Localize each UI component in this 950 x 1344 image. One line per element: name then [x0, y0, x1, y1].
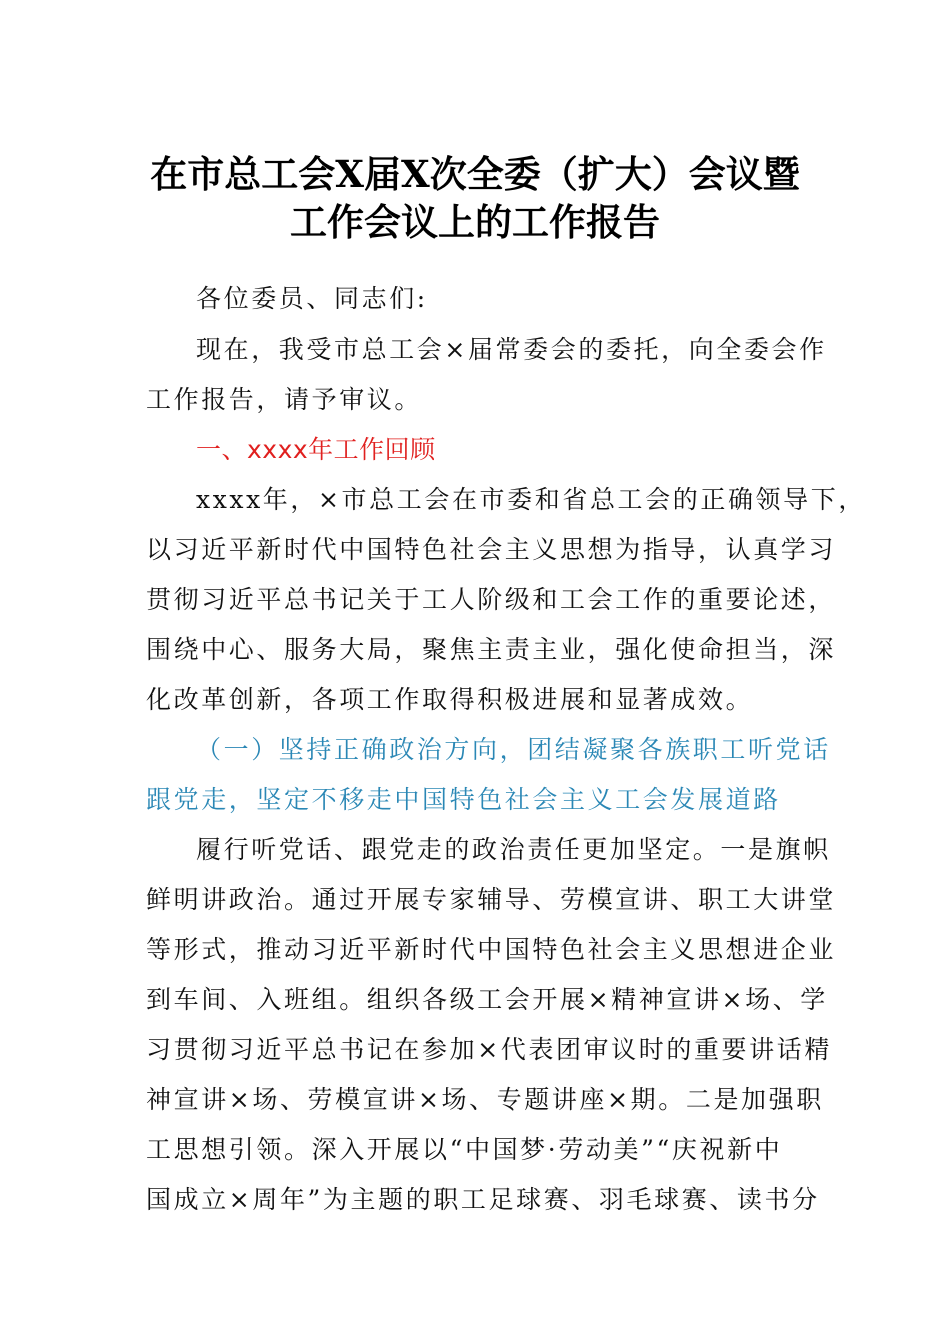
paragraph-line: 神宣讲×场、劳模宣讲×场、专题讲座×期。二是加强职: [146, 1085, 824, 1114]
paragraph-line: 工思想引领。深入开展以“中国梦·劳动美”“庆祝新中: [146, 1135, 783, 1164]
subsection-heading-line-2: 跟党走，坚定不移走中国特色社会主义工会发展道路: [146, 785, 781, 814]
paragraph-line: 履行听党话、跟党走的政治责任更加坚定。一是旗帜: [196, 835, 831, 864]
paragraph-line: 围绕中心、服务大局，聚焦主责主业，强化使命担当，深: [146, 635, 837, 664]
paragraph-line: 习贯彻习近平总书记在参加×代表团审议时的重要讲话精: [146, 1035, 832, 1064]
subsection-heading-line-1: （一）坚持正确政治方向，团结凝聚各族职工听党话: [196, 735, 831, 764]
section-heading: 一、xxxx年工作回顾: [196, 435, 436, 464]
paragraph-line: 贯彻习近平总书记关于工人阶级和工会工作的重要论述，: [146, 585, 837, 614]
intro-line-1: 现在，我受市总工会×届常委会的委托，向全委会作: [196, 335, 827, 364]
document-title-line-2: 工作会议上的工作报告: [290, 200, 660, 244]
paragraph-line: 到车间、入班组。组织各级工会开展×精神宣讲×场、学: [146, 985, 828, 1014]
intro-line-2: 工作报告，请予审议。: [146, 385, 423, 414]
paragraph-line: 化改革创新，各项工作取得积极进展和显著成效。: [146, 685, 754, 714]
paragraph-line: 以习近平新时代中国特色社会主义思想为指导，认真学习: [146, 535, 837, 564]
paragraph-line: 等形式，推动习近平新时代中国特色社会主义思想进企业: [146, 935, 837, 964]
paragraph-line: 鲜明讲政治。通过开展专家辅导、劳模宣讲、职工大讲堂: [146, 885, 837, 914]
paragraph-line: xxxx年，×市总工会在市委和省总工会的正确领导下，: [196, 485, 866, 514]
salutation: 各位委员、同志们:: [196, 284, 428, 313]
paragraph-line: 国成立×周年”为主题的职工足球赛、羽毛球赛、读书分: [146, 1185, 820, 1214]
document-title-line-1: 在市总工会X届X次全委（扩大）会议暨: [150, 152, 800, 196]
